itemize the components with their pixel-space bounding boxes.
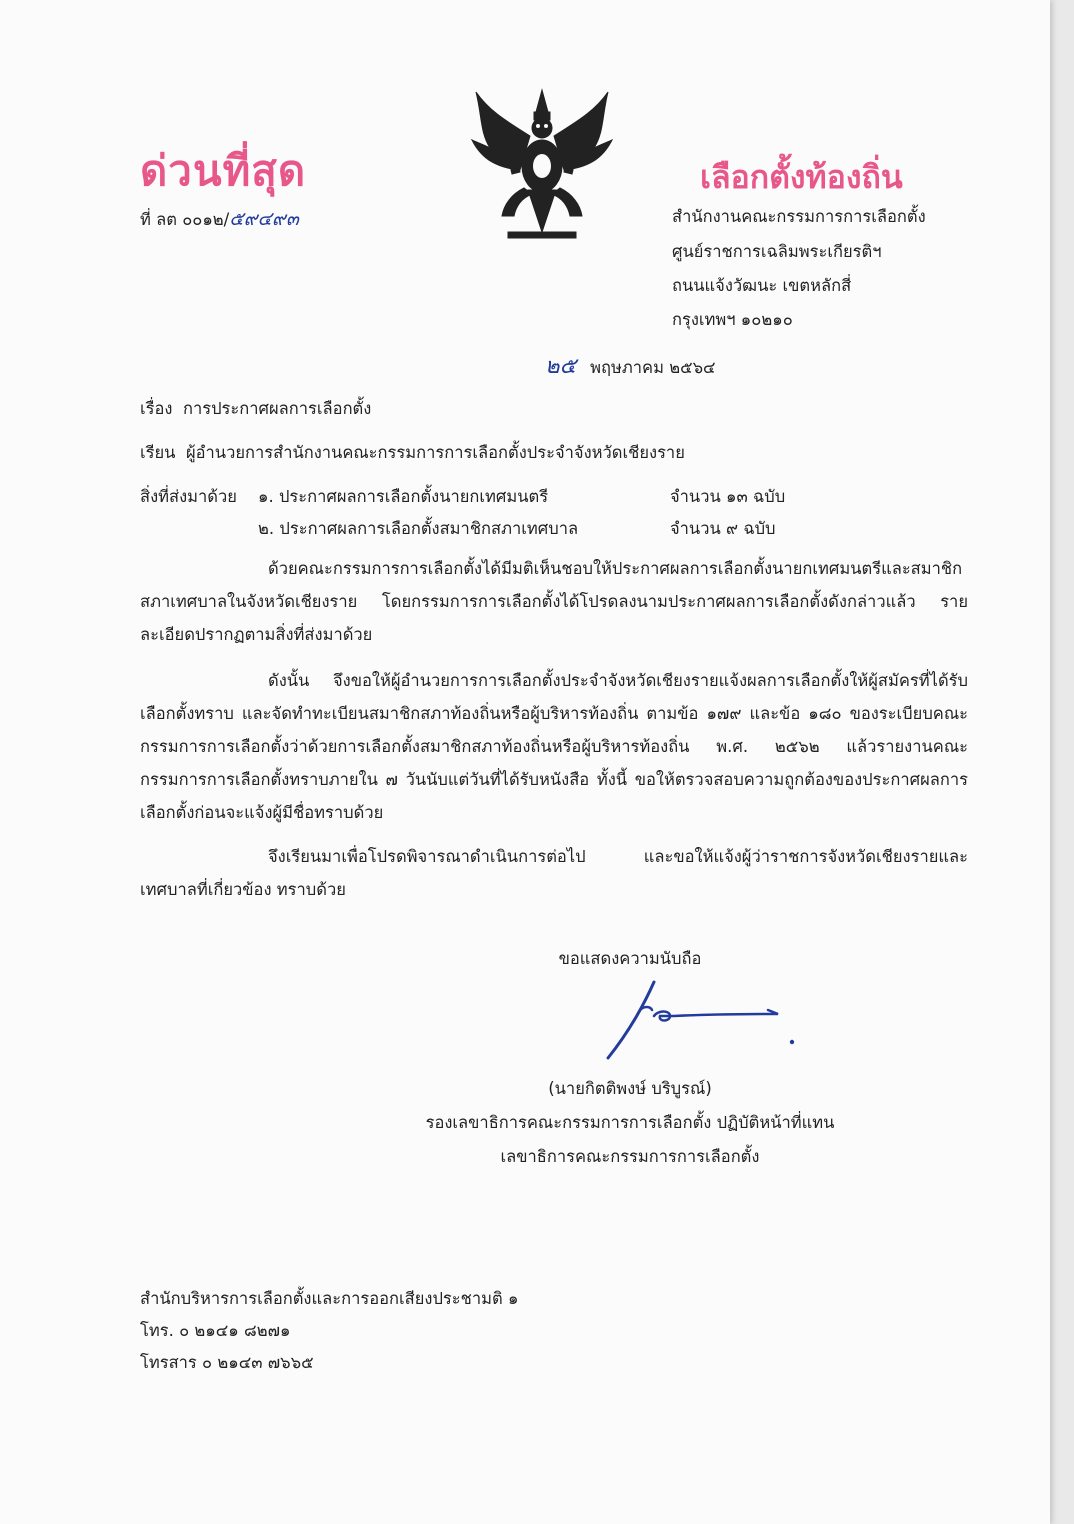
- address-line-2: ศูนย์ราชการเฉลิมพระเกียรติฯ: [672, 242, 882, 261]
- footer-office: สำนักบริหารการเลือกตั้งและการออกเสียงประชามติ ๑: [140, 1289, 519, 1308]
- recipient-text: ผู้อำนวยการสำนักงานคณะกรรมการการเลือกตั้งประจำจังหวัดเชียงราย: [185, 443, 685, 462]
- reference-number: [140, 204, 299, 234]
- footer-phone: โทร. ๐ ๒๑๔๑ ๘๒๗๑: [140, 1321, 291, 1340]
- closing-phrase: ขอแสดงความนับถือ: [558, 949, 702, 968]
- subject-label: เรื่อง: [140, 399, 173, 418]
- enclosure-item-1: ๑. ประกาศผลการเลือกตั้งนายกเทศมนตรี: [258, 487, 549, 506]
- recipient-line: [140, 440, 685, 466]
- urgency-stamp: ด่วนที่สุด: [140, 146, 307, 195]
- enclosure-count-1: จำนวน ๑๓ ฉบับ: [670, 487, 786, 506]
- address-line-1: สำนักงานคณะกรรมการการเลือกตั้ง: [672, 207, 926, 226]
- enclosure-count-2: จำนวน ๙ ฉบับ: [670, 519, 776, 538]
- reference-handwritten-number: ๕๙๔๙๓: [229, 208, 299, 230]
- subject-line: [140, 396, 371, 422]
- enclosure-item-2: ๒. ประกาศผลการเลือกตั้งสมาชิกสภาเทศบาล: [258, 519, 579, 538]
- footer-fax: โทรสาร ๐ ๒๑๔๓ ๗๖๖๕: [140, 1353, 314, 1372]
- signer-name: (นายกิตติพงษ์ บริบูรณ์): [548, 1079, 712, 1098]
- address-line-3: ถนนแจ้งวัฒนะ เขตหลักสี่: [672, 276, 852, 295]
- subject-text: การประกาศผลการเลือกตั้ง: [182, 399, 372, 418]
- recipient-label: เรียน: [140, 443, 176, 462]
- signer-title-1: รองเลขาธิการคณะกรรมการการเลือกตั้ง ปฏิบัติหน้าที่แทน: [425, 1113, 835, 1132]
- enclosures-label: สิ่งที่ส่งมาด้วย: [140, 487, 237, 506]
- reference-prefix: ที่ ลต ๐๐๑๒/: [140, 210, 230, 229]
- body-paragraph-2: ดังนั้น จึงขอให้ผู้อำนวยการการเลือกตั้งประจำจังหวัดเชียงรายแจ้งผลการเลือกตั้งให้ผู้สมัครที่ได้รับเลือกตั้งทราบ และจัดทำทะเบียนสมาชิกสภาท้องถิ่นหรือผู้บริหารท้องถิ่น ตามข้อ ๑๗๙ และข้อ ๑๘๐ ของระเบียบคณะกรรมการการเลือกตั้งว่าด้วยการเลือกตั้งสมาชิกสภาท้องถิ่นหรือผู้บริหารท้องถิ่น พ.ศ. ๒๕๖๒ แล้วรายงานคณะกรรมการการเลือกตั้งทราบภายใน ๗ วันนับแต่วันที่ได้รับหนังสือ ทั้งนี้ ขอให้ตรวจสอบความถูกต้องของประกาศผลการเลือกตั้งก่อนจะแจ้งผู้มีชื่อทราบด้วย: [140, 671, 968, 822]
- letter-date: [545, 348, 716, 383]
- body-paragraph-1: ด้วยคณะกรรมการการเลือกตั้งได้มีมติเห็นชอบให้ประกาศผลการเลือกตั้งนายกเทศมนตรีและสมาชิกสภาเทศบาลในจังหวัดเชียงราย โดยกรรมการการเลือกตั้งได้โปรดลงนามประกาศผลการเลือกตั้งดังกล่าวแล้ว รายละเอียดปรากฏตามสิ่งที่ส่งมาด้วย: [140, 559, 968, 644]
- signer-title-2: เลขาธิการคณะกรรมการการเลือกตั้ง: [500, 1147, 760, 1166]
- signature-icon: [596, 976, 806, 1064]
- address-line-4: กรุงเทพฯ ๑๐๒๑๐: [672, 310, 793, 329]
- category-stamp: เลือกตั้งท้องถิ่น: [700, 158, 903, 196]
- date-month-year: พฤษภาคม ๒๕๖๔: [590, 358, 716, 377]
- date-day-handwritten: ๒๕: [545, 354, 577, 379]
- garuda-emblem-icon: [468, 82, 616, 244]
- body-paragraph-3: จึงเรียนมาเพื่อโปรดพิจารณาดำเนินการต่อไป และขอให้แจ้งผู้ว่าราชการจังหวัดเชียงรายและเทศบาลที่เกี่ยวข้อง ทราบด้วย: [140, 847, 968, 899]
